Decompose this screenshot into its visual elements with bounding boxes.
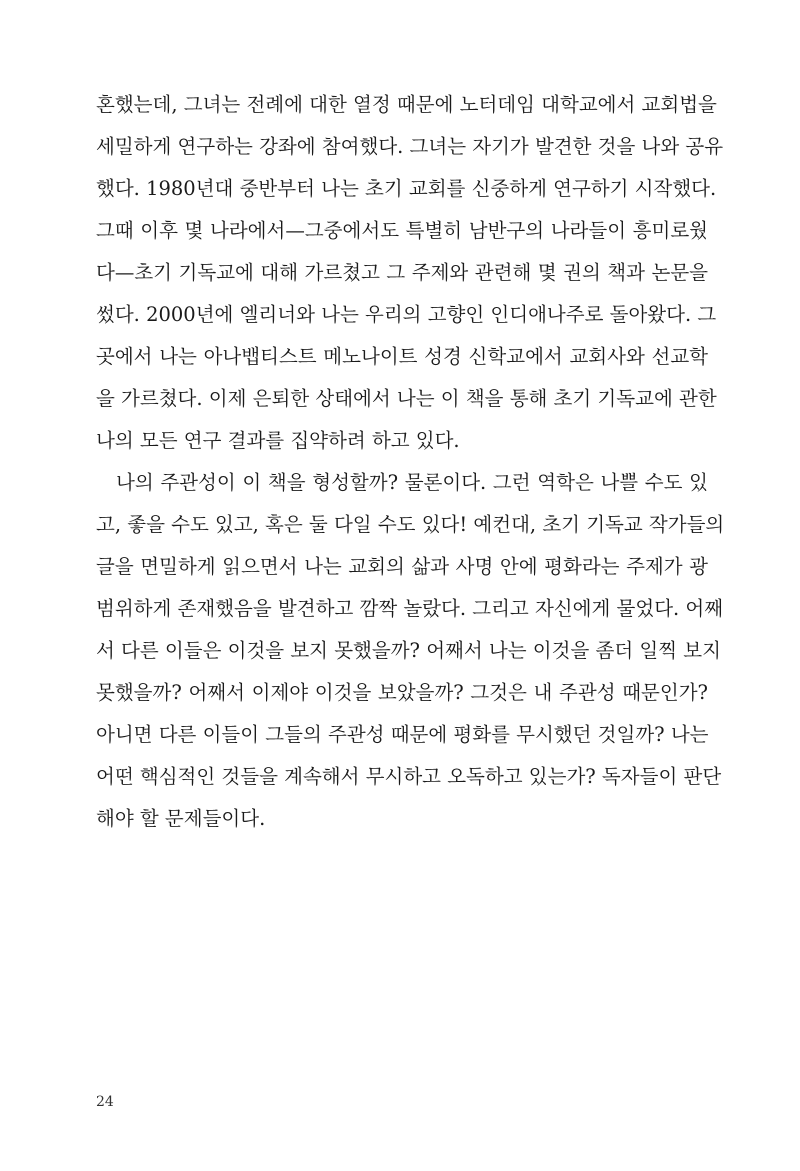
text-line: 곳에서 나는 아나뱁티스트 메노나이트 성경 신학교에서 교회사와 선교학 <box>96 345 708 368</box>
text-line: 혼했는데, 그녀는 전례에 대한 열정 때문에 노터데임 대학교에서 교회법을 <box>96 93 717 116</box>
text-line: 어떤 핵심적인 것들을 계속해서 무시하고 오독하고 있는가? 독자들이 판단 <box>96 765 722 788</box>
text-line: 해야 할 문제들이다. <box>96 807 266 830</box>
page-number: 24 <box>96 1094 114 1110</box>
text-line: 을 가르쳤다. 이제 은퇴한 상태에서 나는 이 책을 통해 초기 기독교에 관한 <box>96 387 717 410</box>
text-line: 나의 모든 연구 결과를 집약하려 하고 있다. <box>96 429 460 452</box>
body-text <box>96 84 725 840</box>
text-line: 다—초기 기독교에 대해 가르쳤고 그 주제와 관련해 몇 권의 책과 논문을 <box>96 261 708 284</box>
text-line: 했다. 1980년대 중반부터 나는 초기 교회를 신중하게 연구하기 시작했다. <box>96 177 717 200</box>
paragraph-2 <box>96 462 725 840</box>
text-line: 못했을까? 어째서 이제야 이것을 보았을까? 그것은 내 주관성 때문인가? <box>96 681 708 704</box>
text-line: 나의 주관성이 이 책을 형성할까? 물론이다. 그런 역학은 나쁠 수도 있 <box>116 471 708 494</box>
text-line: 서 다른 이들은 이것을 보지 못했을까? 어째서 나는 이것을 좀더 일찍 보지 <box>96 639 721 662</box>
text-line: 글을 면밀하게 읽으면서 나는 교회의 삶과 사명 안에 평화라는 주제가 광 <box>96 555 708 578</box>
text-line: 썼다. 2000년에 엘리너와 나는 우리의 고향인 인디애나주로 돌아왔다. 그 <box>96 303 717 326</box>
text-line: 범위하게 존재했음을 발견하고 깜짝 놀랐다. 그리고 자신에게 물었다. 어째 <box>96 597 724 620</box>
text-line: 세밀하게 연구하는 강좌에 참여했다. 그녀는 자기가 발견한 것을 나와 공유 <box>96 135 724 158</box>
text-line: 그때 이후 몇 나라에서—그중에서도 특별히 남반구의 나라들이 흥미로웠 <box>96 219 708 242</box>
text-line: 고, 좋을 수도 있고, 혹은 둘 다일 수도 있다! 예컨대, 초기 기독교 작가들의 <box>96 513 725 536</box>
text-line: 아니면 다른 이들이 그들의 주관성 때문에 평화를 무시했던 것일까? 나는 <box>96 723 709 746</box>
paragraph-1 <box>96 84 724 462</box>
